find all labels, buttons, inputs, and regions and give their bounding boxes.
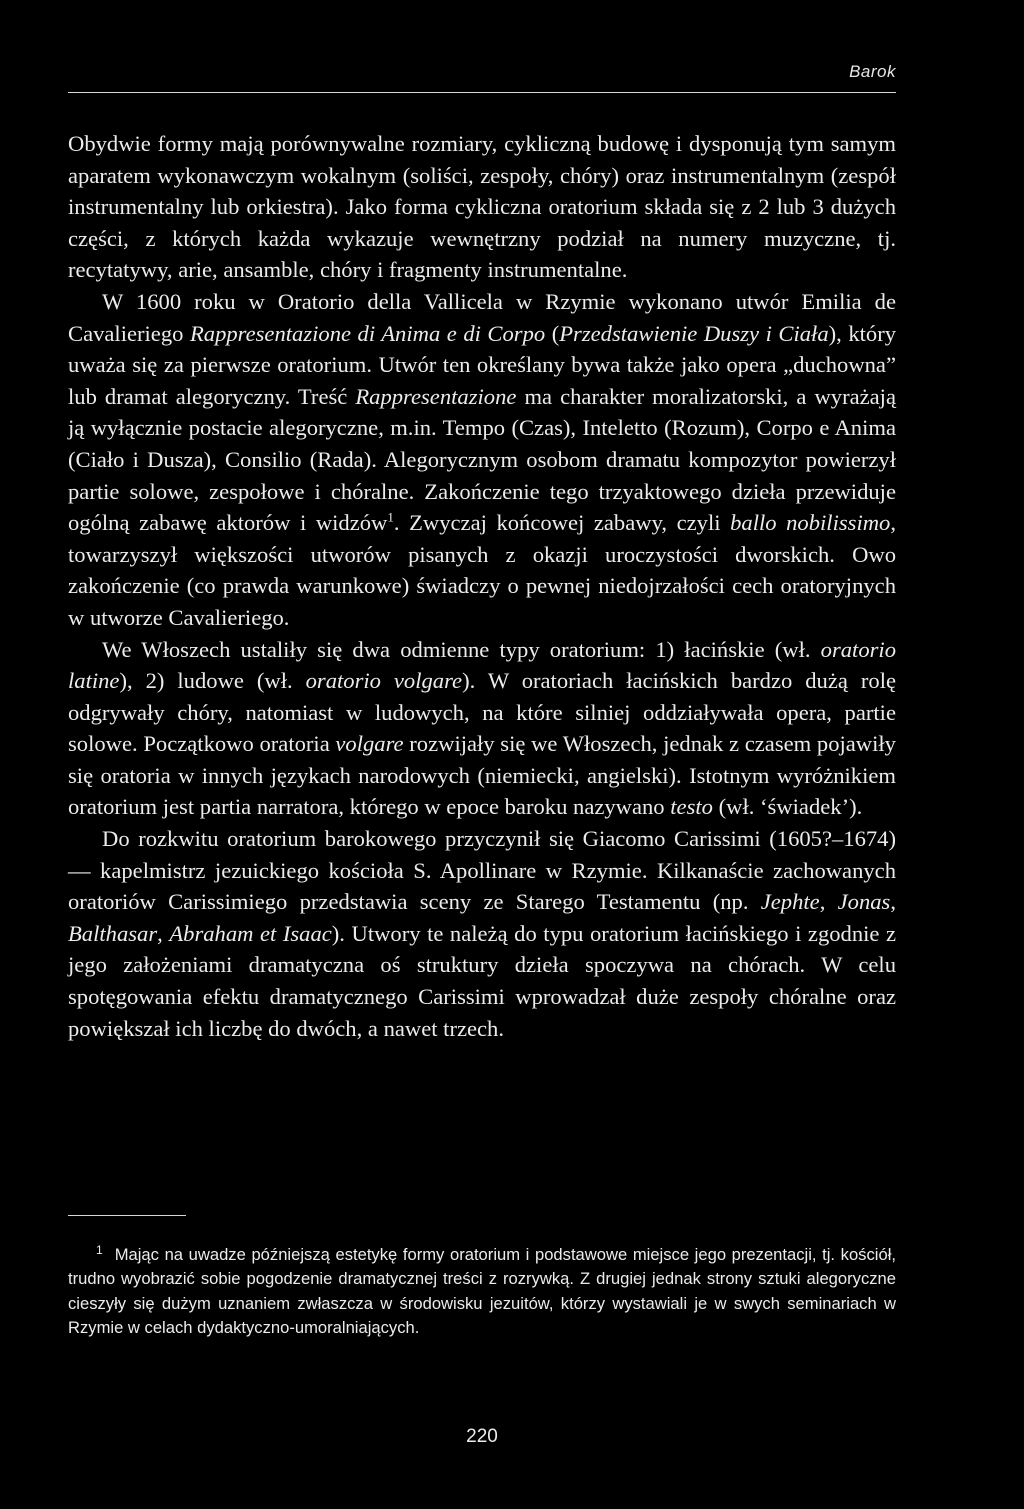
text-run: We Włoszech ustaliły się dwa odmienne typy oratorium: 1) łacińskie (wł. bbox=[102, 636, 821, 662]
text-run: Obydwie formy mają porównywalne rozmiary, cykliczną budowę i dysponują tym samym aparatem wykonawczym wokalnym (soliści, zespoły, chóry) oraz instrumentalnym (zespół instrumentalny lub orkiestra). Jako forma cykliczna oratorium składa się z 2 lub 3 dużych części, z których każda wykazuje wewnętrzny podział na numery muzyczne, tj. recytatywy, arie, ansamble, chóry i fragmenty instrumentalne. bbox=[68, 131, 896, 283]
italic-text: Przedstawienie Duszy i Ciała bbox=[559, 320, 829, 346]
text-run: , bbox=[157, 920, 170, 946]
text-run: ma charakter moralizatorski, a wyrażają ją wyłącznie postacie alegoryczne, m.in. Tempo (Czas), Inteletto (Rozum), Corpo e Anima (Ciało i Dusza), Consilio (Rada). Alegorycznym osobom dramatu kompozytor powierzył partie solowe, zespołowe i chóralne. Zakończenie tego trzyaktowego dzieła przewiduje ogólną zabawę aktorów i widzów bbox=[68, 383, 896, 536]
italic-text: ballo nobilissimo bbox=[730, 510, 891, 536]
body-text bbox=[68, 128, 896, 1044]
page-number: 220 bbox=[466, 1426, 498, 1447]
text-run: (wł. ‘świadek’). bbox=[712, 794, 863, 820]
paragraph-2 bbox=[68, 286, 896, 634]
text-run: W 1600 roku w Oratorio della Vallicela w Rzymie wykonano utwór Emilia de Cavalieriego bbox=[68, 288, 896, 346]
text-run: ). W oratoriach łacińskich bardzo dużą rolę odgrywały chóry, natomiast w ludowych, na które silniej oddziaływała opera, partie solowe. Początkowo oratoria bbox=[68, 668, 896, 757]
footnote-marker: 1 bbox=[96, 1243, 103, 1257]
text-run: ( bbox=[545, 320, 560, 346]
text-run: ), który uważa się za pierwsze oratorium. Utwór ten określany bywa także jako opera „duchowna” lub dramat alegoryczny. Treść bbox=[68, 320, 897, 409]
italic-text: Jephte bbox=[760, 889, 820, 915]
footnote-reference: 1 bbox=[387, 509, 394, 525]
italic-text: testo bbox=[670, 794, 713, 820]
footnote bbox=[68, 1238, 896, 1341]
text-run: , bbox=[890, 889, 897, 915]
italic-text: Rappresentazione bbox=[355, 383, 517, 409]
text-run: Do rozkwitu oratorium barokowego przyczynił się Giacomo Carissimi (1605?–1674) — kapelmistrz jezuickiego kościoła S. Apollinare w Rzymie. Kilkanaście zachowanych oratoriów Carissimiego przedstawia sceny ze Starego Testamentu (np. bbox=[68, 826, 896, 915]
italic-text: Jonas bbox=[837, 889, 891, 915]
italic-text: volgare bbox=[335, 731, 404, 757]
paragraph-4 bbox=[68, 823, 896, 1044]
footnote-text: Mając na uwadze późniejszą estetykę formy oratorium i podstawowe miejsce jego prezentacji, tj. kościół, trudno wyobrazić sobie pogodzenie dramatycznej treści z rozrywką. Z drugiej jednak strony sztuki alegoryczne cieszyły się dużym uznaniem zwłaszcza w środowisku jezuitów, którzy wystawiali je w swych seminariach w Rzymie w celach dydaktyczno-umoralniających. bbox=[68, 1245, 896, 1338]
text-run: . Zwyczaj końcowej zabawy, czyli bbox=[393, 510, 731, 536]
footnote-rule bbox=[68, 1215, 186, 1216]
text-run: rozwijały się we Włoszech, jednak z czasem pojawiły się oratoria w innych językach narodowych (niemiecki, angielski). Istotnym wyróżnikiem oratorium jest partia narratora, którego w epoce baroku nazywano bbox=[68, 731, 896, 820]
running-head: Barok bbox=[849, 62, 896, 81]
text-run: , towarzyszył większości utworów pisanych z okazji uroczystości dworskich. Owo zakończenie (co prawda warunkowe) świadczy o pewnej niedojrzałości cech oratoryjnych w utworze Cavalieriego. bbox=[68, 510, 896, 630]
paragraph-3 bbox=[68, 634, 896, 824]
italic-text: Rappresentazione di Anima e di Corpo bbox=[189, 320, 546, 346]
paragraph-1 bbox=[68, 128, 896, 286]
document-page bbox=[68, 0, 896, 1509]
italic-text: oratorio volgare bbox=[305, 668, 463, 694]
text-run: , bbox=[819, 889, 838, 915]
italic-text: oratorio latine bbox=[68, 636, 896, 694]
header-rule bbox=[68, 92, 896, 93]
italic-text: Balthasar bbox=[68, 920, 158, 946]
text-run: ), 2) ludowe (wł. bbox=[119, 668, 306, 694]
text-run: ). Utwory te należą do typu oratorium łacińskiego i zgodnie z jego założeniami dramatyczna oś struktury dzieła spoczywa na chórach. W celu spotęgowania efektu dramatycznego Carissimi wprowadzał duże zespoły chóralne oraz powiększał ich liczbę do dwóch, a nawet trzech. bbox=[68, 920, 897, 1041]
italic-text: Abraham et Isaac bbox=[169, 920, 332, 946]
